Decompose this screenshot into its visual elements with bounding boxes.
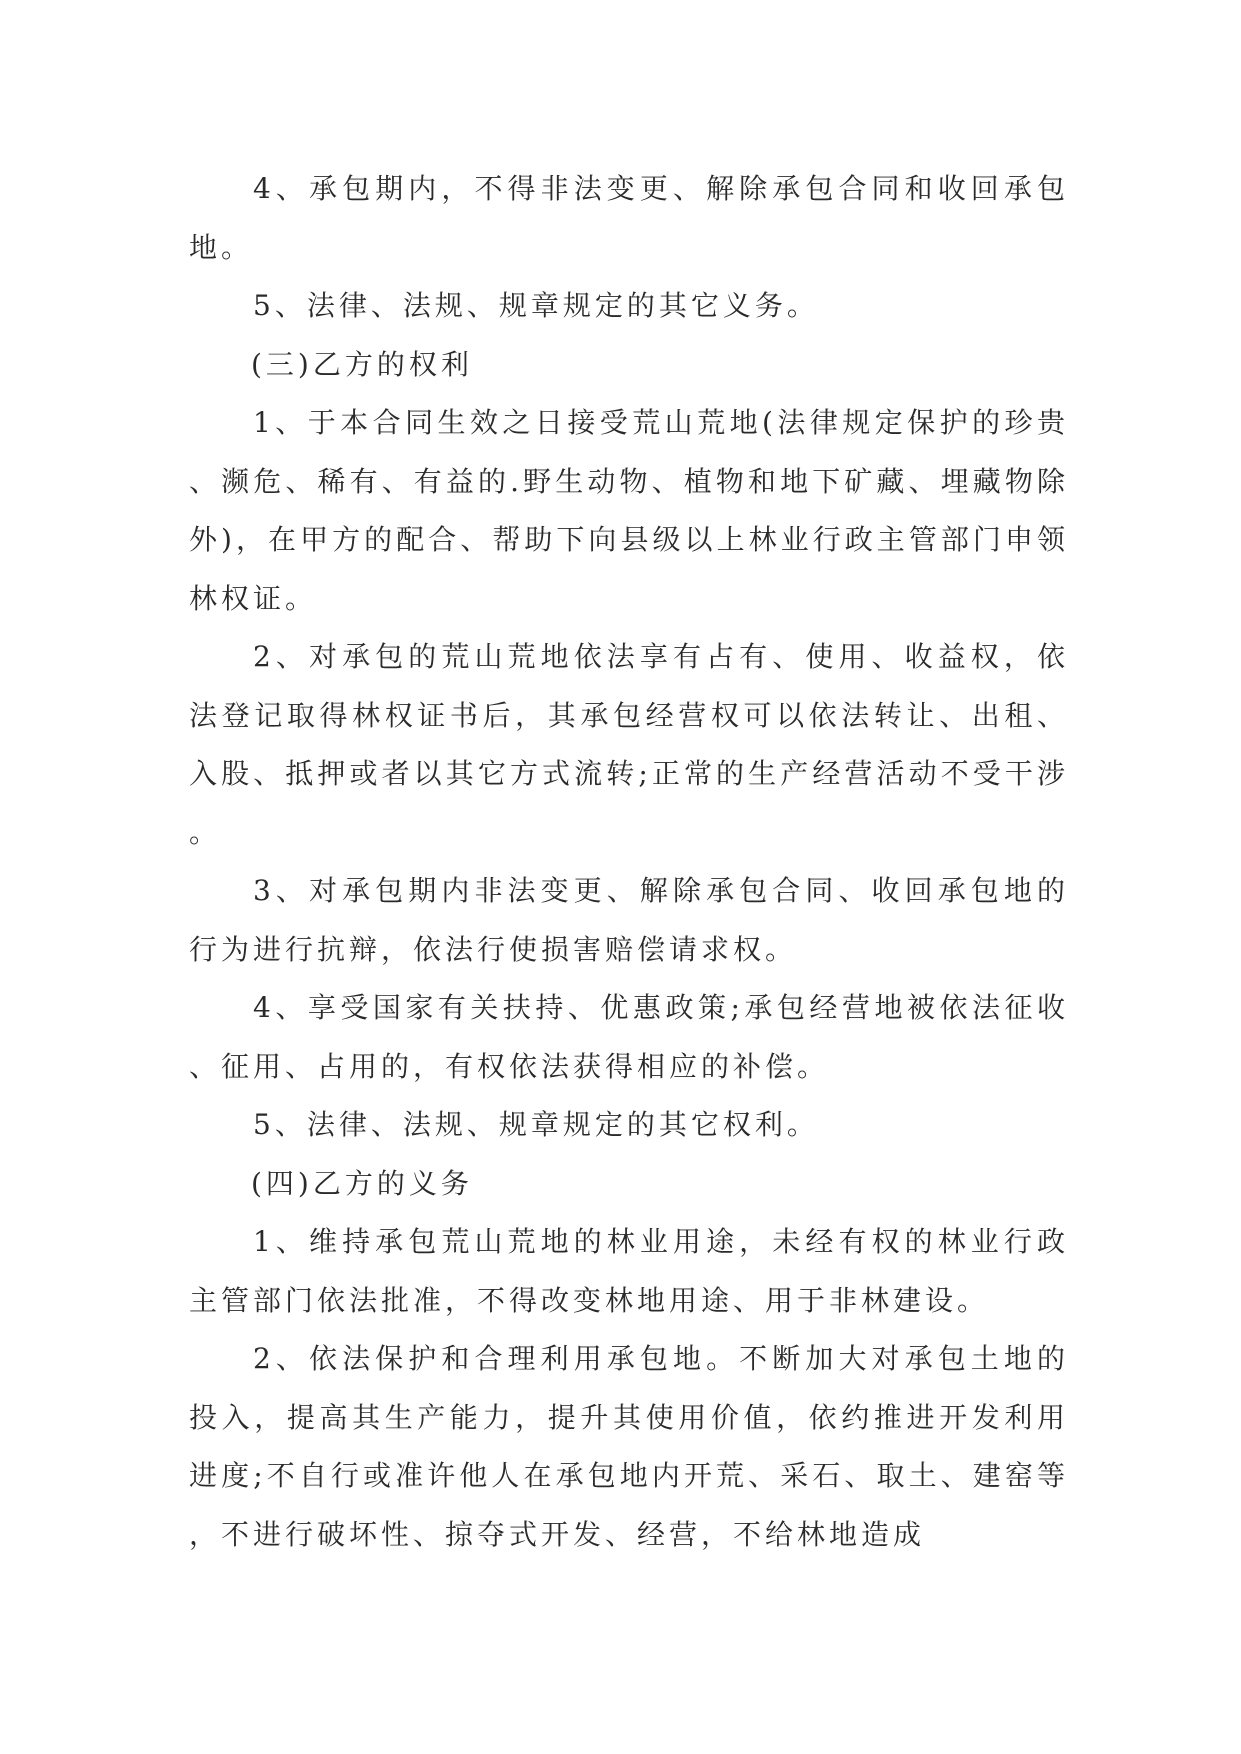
section-heading-party-b-rights: (三)乙方的权利 — [251, 347, 473, 381]
paragraph-party-b-right-3: 3、对承包期内非法变更、解除承包合同、收回承包地的行为进行抗辩，依法行使损害赔偿请求权。 — [189, 874, 1069, 966]
paragraph-party-a-obligation-5: 5、法律、法规、规章规定的其它义务。 — [253, 289, 819, 322]
document-page — [189, 160, 1069, 1564]
paragraph-party-b-right-4: 4、享受国家有关扶持、优惠政策;承包经营地被依法征收、征用、占用的，有权依法获得相应的补偿。 — [189, 991, 1069, 1083]
paragraph-party-b-obligation-2: 2、依法保护和合理利用承包地。不断加大对承包土地的投入，提高其生产能力，提升其使用价值，依约推进开发利用进度;不自行或准许他人在承包地内开荒、采石、取土、建窑等，不进行破坏性、掠夺式开发、经营，不给林地造成 — [189, 1342, 1069, 1551]
paragraph-party-b-right-2: 2、对承包的荒山荒地依法享有占有、使用、收益权，依法登记取得林权证书后，其承包经营权可以依法转让、出租、入股、抵押或者以其它方式流转;正常的生产经营活动不受干涉。 — [189, 640, 1069, 849]
paragraph-party-b-obligation-1: 1、维持承包荒山荒地的林业用途，未经有权的林业行政主管部门依法批准，不得改变林地用途、用于非林建设。 — [189, 1225, 1069, 1317]
paragraph-party-b-right-5: 5、法律、法规、规章规定的其它权利。 — [253, 1108, 819, 1141]
paragraph-party-a-obligation-4: 4、承包期内，不得非法变更、解除承包合同和收回承包地。 — [189, 172, 1069, 264]
paragraph-party-b-right-1: 1、于本合同生效之日接受荒山荒地(法律规定保护的珍贵、濒危、稀有、有益的.野生动物、植物和地下矿藏、埋藏物除外)，在甲方的配合、帮助下向县级以上林业行政主管部门申领林权证。 — [189, 406, 1069, 615]
section-heading-party-b-obligations: (四)乙方的义务 — [251, 1166, 473, 1200]
